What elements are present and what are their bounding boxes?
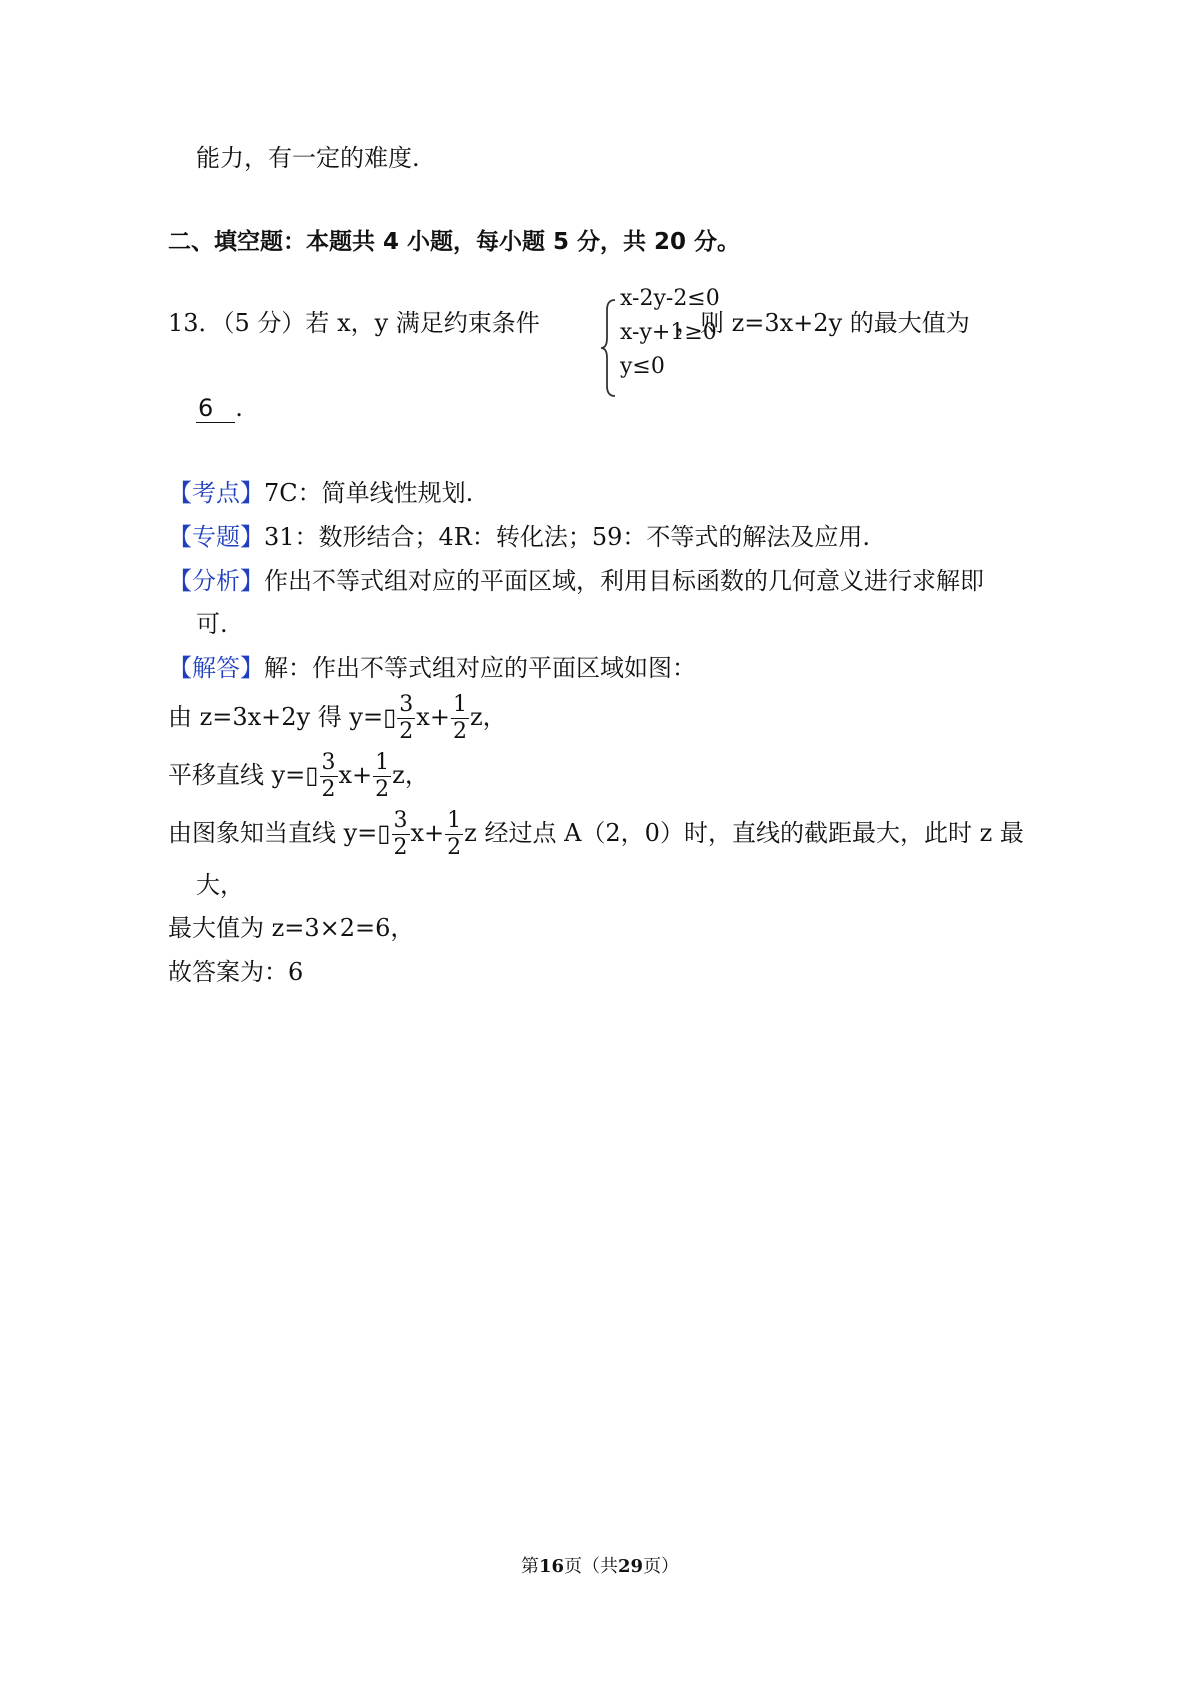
step-5: 故答案为：6 (168, 958, 304, 986)
fraction-one-half: $\frac{1}{2}$ (452, 692, 467, 744)
text-line-1: 能力，有一定的难度. (196, 144, 420, 172)
kaodian-tag: 【考点】 (168, 479, 264, 507)
step-1 (168, 694, 507, 743)
constraint-1: x-2y-2≤0 (620, 286, 720, 311)
page-total: 29 (618, 1556, 644, 1577)
question-13-stem: 13．（5 分）若 x，y 满足约束条件 (168, 309, 540, 337)
answer-period: . (235, 394, 243, 422)
jieda-line (168, 656, 696, 680)
jieda-tag: 【解答】 (168, 654, 264, 682)
fraction-three-halves: $\frac{3}{2}$ (393, 808, 408, 860)
question-13-tail (676, 311, 970, 335)
question-13 (168, 311, 540, 335)
step-4: 最大值为 z=3×2=6， (168, 914, 415, 942)
kaodian-text: 7C：简单线性规划. (264, 479, 474, 507)
step-2 (168, 752, 429, 801)
constraint-2: x-y+1≥0 (620, 320, 717, 345)
x-plus: x+ (410, 819, 445, 847)
step-3-cont: 大， (196, 871, 244, 899)
fenxi-line-2: 可. (196, 610, 228, 638)
step-1-text: 由 z=3x+2y 得 y= (168, 703, 384, 731)
fenxi-line (168, 569, 984, 593)
page-footer: 第16页（共29页） (520, 1556, 680, 1577)
fraction-one-half: $\frac{1}{2}$ (375, 750, 390, 802)
missing-glyph: ▯ (377, 819, 391, 847)
answer-blank: 6 (196, 396, 235, 423)
x-plus: x+ (338, 761, 373, 789)
step-3 (168, 810, 1024, 859)
brace-icon (600, 298, 618, 398)
fenxi-tag: 【分析】 (168, 567, 264, 595)
answer-line (196, 396, 243, 423)
section-heading: 二、填空题：本题共 4 小题，每小题 5 分，共 20 分。 (168, 229, 741, 255)
missing-glyph: ▯ (305, 761, 319, 789)
step-2-text: 平移直线 y= (168, 761, 306, 789)
fraction-three-halves: $\frac{3}{2}$ (321, 750, 336, 802)
page-number: 16 (538, 1556, 564, 1577)
jieda-text: 解：作出不等式组对应的平面区域如图： (264, 654, 696, 682)
x-plus: x+ (416, 703, 450, 731)
fraction-one-half: $\frac{1}{2}$ (447, 808, 462, 860)
fenxi-text: 作出不等式组对应的平面区域，利用目标函数的几何意义进行求解即 (264, 567, 984, 595)
fraction-three-halves: $\frac{3}{2}$ (399, 692, 414, 744)
question-13-prompt: ，则 z=3x+2y 的最大值为 (676, 309, 970, 337)
kaodian-line (168, 481, 473, 505)
missing-glyph: ▯ (383, 703, 397, 731)
zhuanti-text: 31：数形结合；4R：转化法；59：不等式的解法及应用. (264, 523, 871, 551)
step-3-text: 由图象知当直线 y= (168, 819, 378, 847)
z-comma: z， (392, 761, 429, 789)
zhuanti-line (168, 525, 870, 549)
constraint-3: y≤0 (620, 354, 665, 379)
zhuanti-tag: 【专题】 (168, 523, 264, 551)
step-3-text-tail: z 经过点 A（2，0）时，直线的截距最大，此时 z 最 (464, 819, 1024, 847)
z-comma: z， (469, 703, 507, 731)
